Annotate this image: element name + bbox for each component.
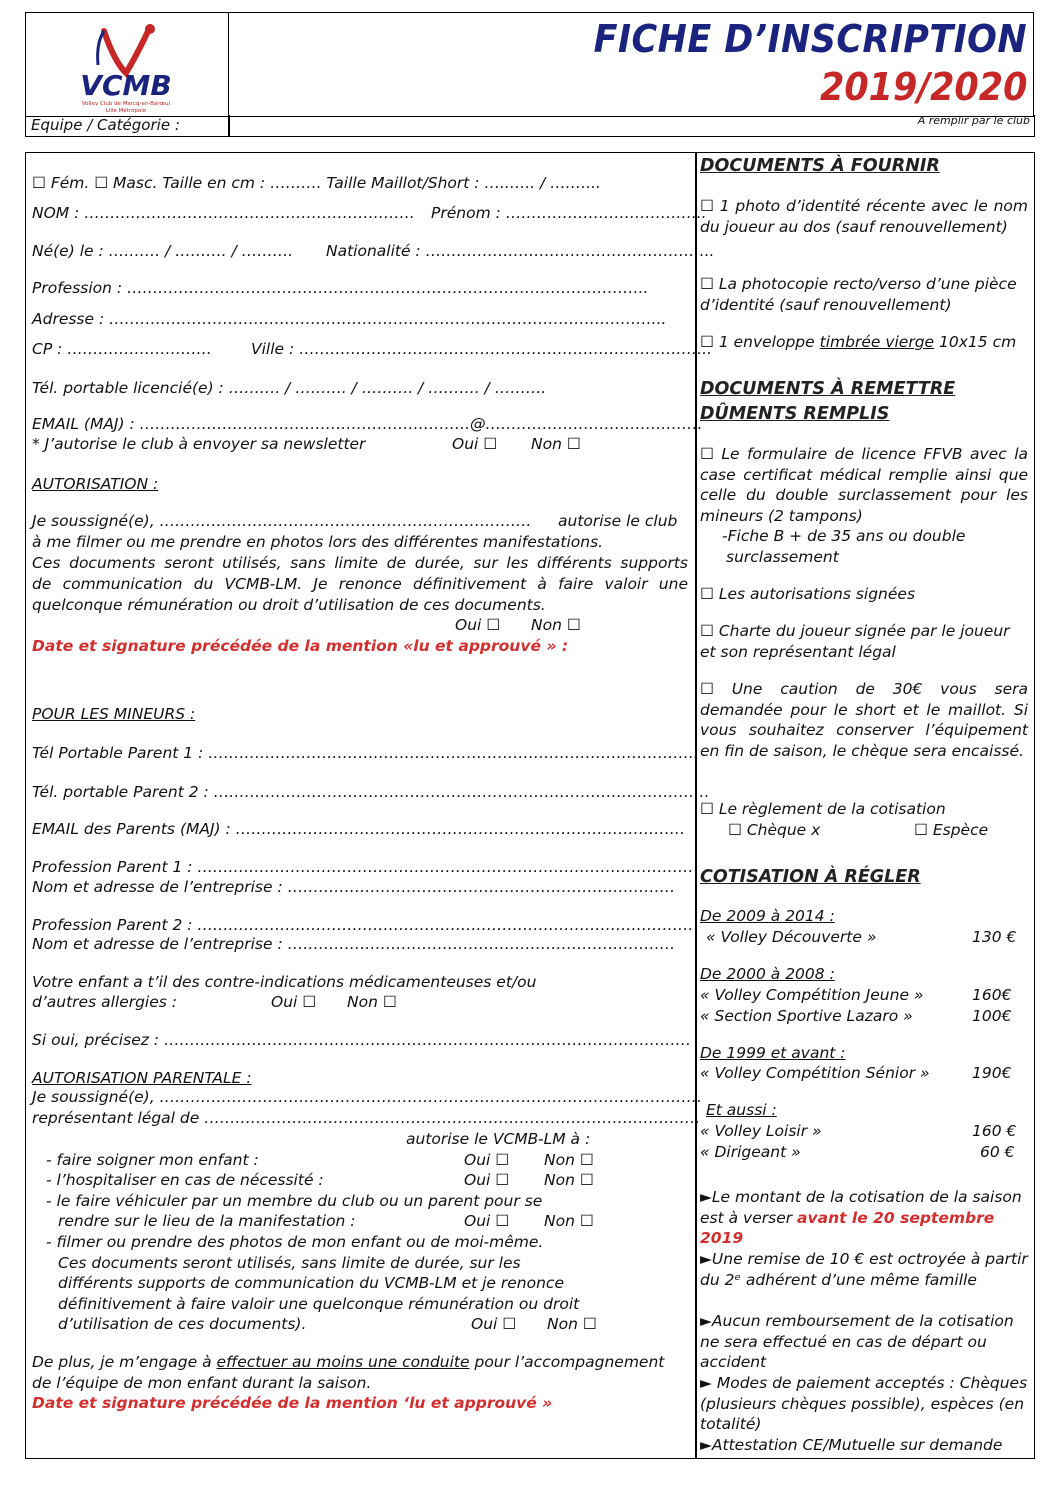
form-title: FICHE D’INSCRIPTION xyxy=(593,17,1027,61)
parent1-profession-field[interactable]: Profession Parent 1 : …………………………………………………………………………………… xyxy=(32,858,694,876)
hospital-no-checkbox[interactable]: Non ☐ xyxy=(544,1171,594,1189)
doc-photo-checkbox[interactable]: ☐ 1 photo d’identité récente avec le nom du joueur au dos (sauf renouvellement) xyxy=(700,197,1028,236)
doc-envelope-checkbox[interactable] xyxy=(700,332,1030,353)
category-separator xyxy=(228,115,230,136)
fee-group-2a-price: 160€ xyxy=(972,986,1012,1004)
fee-group-1-price: 130 € xyxy=(972,928,1017,946)
season-title: 2019/2020 xyxy=(819,65,1027,109)
fee-group-1-title: De 2009 à 2014 : xyxy=(700,907,835,925)
allergy-details-field[interactable]: Si oui, précisez : ………………………………………………………………………………………… xyxy=(32,1031,691,1049)
nom-field[interactable]: NOM : ………………………………………………………. xyxy=(32,204,415,222)
doc-payment-checkbox[interactable]: ☐ Le règlement de la cotisation xyxy=(700,800,946,818)
minors-title: POUR LES MINEURS : xyxy=(32,705,196,723)
photo-yes-checkbox[interactable]: Oui ☐ xyxy=(471,1315,517,1333)
parent2-profession-field[interactable]: Profession Parent 2 : …………………………………………………………………………………… xyxy=(32,916,694,934)
logo-box xyxy=(25,12,229,117)
cp-field[interactable]: CP : ………………………. xyxy=(32,340,212,358)
certificate-note: ►Attestation CE/Mutuelle sur demande xyxy=(700,1436,1003,1454)
profession-field[interactable]: Profession : ……………………………………………………………………………………….. xyxy=(32,279,649,297)
envelope-text-a: ☐ 1 enveloppe xyxy=(700,333,820,351)
authorizes-text: autorise le VCMB-LM à : xyxy=(406,1130,591,1148)
transport-no-checkbox[interactable]: Non ☐ xyxy=(544,1212,594,1230)
authorization-signature-note: Date et signature précédée de la mention «lu et approuvé » : xyxy=(32,637,569,655)
title-box xyxy=(227,12,1034,117)
fee-group-4a-name: « Volley Loisir » xyxy=(700,1122,822,1140)
photo-item: - filmer ou prendre des photos de mon enfant ou de moi-même. xyxy=(46,1233,544,1251)
refund-note: ►Aucun remboursement de la cotisation ne sera effectué en cas de départ ou accident xyxy=(700,1312,1014,1371)
photo-item-5: d’utilisation de ces documents). xyxy=(58,1315,307,1333)
parent-name-field[interactable]: Je soussigné(e), …………………………………………………………………………………………… xyxy=(32,1088,703,1106)
prenom-field[interactable]: Prénom : ………………………………... xyxy=(431,204,707,222)
authorization-line-4: de communication du VCMB-LM. Je renonce définitivement à faire valoir une xyxy=(32,575,688,593)
fee-group-4b-name: « Dirigeant » xyxy=(700,1143,801,1161)
doc-charter-checkbox[interactable]: ☐ Charte du joueur signée par le joueur et son représentant légal xyxy=(700,622,1010,661)
doc-ffvb-checkbox[interactable]: ☐ Le formulaire de licence FFVB avec la case certificat médical remplie ainsi que celle du double surclassement pour les mineurs (2 tampons) xyxy=(700,445,1028,525)
club-note: A remplir par le club xyxy=(917,114,1030,127)
transport-item-2: rendre sur le lieu de la manifestation : xyxy=(58,1212,356,1230)
envelope-text-b: timbrée vierge xyxy=(819,333,935,351)
deadline-text: ►Le montant de la cotisation de la saison est à verser xyxy=(700,1188,1022,1227)
payment-methods-note: ► Modes de paiement acceptés : Chèques (plusieurs chèques possible), espèces (en totalité) xyxy=(700,1374,1028,1433)
hospital-yes-checkbox[interactable]: Oui ☐ xyxy=(464,1171,510,1189)
parent2-company-field[interactable]: Nom et adresse de l’entreprise : ………………………………………………………………… xyxy=(32,935,676,953)
birthdate-field[interactable]: Né(e) le : ………. / ………. / ………. xyxy=(32,242,294,260)
nationality-field[interactable]: Nationalité : ……………………………………………….. xyxy=(326,242,715,260)
fee-group-4a-price: 160 € xyxy=(972,1122,1017,1140)
fees-title: COTISATION À RÉGLER xyxy=(700,867,921,887)
gender-size-line[interactable]: ☐ Fém. ☐ Masc. Taille en cm : ………. Taille Maillot/Short : …..….. / ….…... xyxy=(32,174,601,192)
email-field[interactable]: EMAIL (MAJ) : ……………………………………………………….@…………………………………… xyxy=(32,415,703,433)
parent1-company-field[interactable]: Nom et adresse de l’entreprise : ………………………………………………………………… xyxy=(32,878,676,896)
care-item: - faire soigner mon enfant : xyxy=(46,1151,259,1169)
fee-group-3-title: De 1999 et avant : xyxy=(700,1044,846,1062)
docs-to-return-title: DOCUMENTS À REMETTRE xyxy=(700,379,956,399)
legal-representative-field[interactable]: représentant légal de …………………………………………………………………………………… xyxy=(32,1109,701,1127)
doc-deposit-checkbox[interactable]: ☐ Une caution de 30€ vous sera demandée pour le short et le maillot. Si vous souhaitez conserver l’équipement en fin de saison, le chèque sera encaissé. xyxy=(700,680,1028,760)
commitment-text-a: De plus, je m’engage à xyxy=(32,1353,212,1371)
address-field[interactable]: Adresse : ……………………………………………………………………………………………... xyxy=(32,310,667,328)
driving-commitment xyxy=(32,1352,664,1372)
doc-ffvb-note: -Fiche B + de 35 ans ou double xyxy=(722,527,966,545)
fee-group-4-title: Et aussi : xyxy=(706,1101,777,1119)
parent2-phone-field[interactable]: Tél. portable Parent 2 : …………………………………………………………………………………… xyxy=(32,783,710,801)
fee-group-1-name: « Volley Découverte » xyxy=(706,928,877,946)
fee-group-4b-price: 60 € xyxy=(980,1143,1015,1161)
authorization-line-2: à me filmer ou me prendre en photos lors des différentes manifestations. xyxy=(32,533,604,551)
photo-item-2: Ces documents seront utilisés, sans limite de durée, sur les xyxy=(58,1254,521,1272)
fee-group-3-name: « Volley Compétition Sénior » xyxy=(700,1064,930,1082)
allergy-no-checkbox[interactable]: Non ☐ xyxy=(347,993,397,1011)
logo-text: VCMB xyxy=(80,69,172,102)
authorization-line-5: quelconque rémunération ou droit d’utilisation de ces documents. xyxy=(32,596,546,614)
logo-subtitle-2: Lille Métropole xyxy=(105,108,147,114)
payment-deadline-note xyxy=(700,1187,1028,1249)
authorization-line-1[interactable]: Je soussigné(e), ……………………………………………………………… xyxy=(32,512,532,530)
parental-authorization-title: AUTORISATION PARENTALE : xyxy=(32,1069,252,1087)
parent1-phone-field[interactable]: Tél Portable Parent 1 : ………………………………………………………………………………….. xyxy=(32,744,699,762)
allergy-question: Votre enfant a t’il des contre-indications médicamenteuses et/ou xyxy=(32,973,537,991)
doc-ffvb-note-2: surclassement xyxy=(726,548,839,566)
driving-commitment-2: de l’équipe de mon enfant durant la saison. xyxy=(32,1374,372,1392)
authorization-line-3: Ces documents seront utilisés, sans limite de durée, sur les différents supports xyxy=(32,554,688,572)
transport-yes-checkbox[interactable]: Oui ☐ xyxy=(464,1212,510,1230)
newsletter-yes-checkbox[interactable]: Oui ☐ xyxy=(452,435,498,453)
category-label: Equipe / Catégorie : xyxy=(31,116,180,134)
authorization-title: AUTORISATION : xyxy=(32,475,159,493)
form-header xyxy=(25,12,1033,136)
docs-to-return-title-2: DÛMENTS REMPLIS xyxy=(700,404,890,424)
photo-item-4: définitivement à faire valoir une quelconque rémunération ou droit xyxy=(58,1295,580,1313)
fee-group-2-title: De 2000 à 2008 : xyxy=(700,965,835,983)
commitment-text-c: pour l’accompagnement xyxy=(469,1353,665,1371)
fee-group-3-price: 190€ xyxy=(972,1064,1012,1082)
payment-cash-checkbox[interactable]: ☐ Espèce xyxy=(914,821,989,839)
docs-to-provide-title: DOCUMENTS À FOURNIR xyxy=(700,156,940,176)
fee-group-2a-name: « Volley Compétition Jeune » xyxy=(700,986,924,1004)
authorization-no-checkbox[interactable]: Non ☐ xyxy=(531,616,581,634)
city-field[interactable]: Ville : …………………………………………………………………….. xyxy=(251,340,712,358)
allergy-question-2: d’autres allergies : xyxy=(32,993,178,1011)
photo-no-checkbox[interactable]: Non ☐ xyxy=(547,1315,597,1333)
payment-cheque-checkbox[interactable]: ☐ Chèque x xyxy=(728,821,821,839)
discount-note: ►Une remise de 10 € est octroyée à partir du 2ᵉ adhérent d’une même famille xyxy=(700,1250,1028,1289)
care-yes-checkbox[interactable]: Oui ☐ xyxy=(464,1151,510,1169)
photo-item-3: différents supports de communication du VCMB-LM et je renonce xyxy=(58,1274,564,1292)
doc-id-checkbox[interactable]: ☐ La photocopie recto/verso d’une pièce d’identité (sauf renouvellement) xyxy=(700,275,1017,314)
authorization-yes-checkbox[interactable]: Oui ☐ xyxy=(455,616,501,634)
newsletter-consent-label: * J’autorise le club à envoyer sa newsletter xyxy=(32,435,366,453)
fee-group-2b-price: 100€ xyxy=(972,1007,1012,1025)
care-no-checkbox[interactable]: Non ☐ xyxy=(544,1151,594,1169)
hospital-item: - l’hospitaliser en cas de nécessité : xyxy=(46,1171,324,1189)
fee-group-2b-name: « Section Sportive Lazaro » xyxy=(700,1007,913,1025)
commitment-text-b: effectuer au moins une conduite xyxy=(216,1353,470,1371)
doc-signed-auth-checkbox[interactable]: ☐ Les autorisations signées xyxy=(700,585,916,603)
category-row xyxy=(25,115,1035,137)
transport-item: - le faire véhiculer par un membre du club ou un parent pour se xyxy=(46,1192,543,1210)
form-body xyxy=(25,152,1035,1459)
phone-field[interactable]: Tél. portable licencié(e) : ………. / ………. / ………. / ………. / ………. xyxy=(32,379,547,397)
parents-email-field[interactable]: EMAIL des Parents (MAJ) : …………………………………………………………………………… xyxy=(32,820,686,838)
allergy-yes-checkbox[interactable]: Oui ☐ xyxy=(271,993,317,1011)
parental-signature-note: Date et signature précédée de la mention ‘lu et approuvé » xyxy=(32,1394,553,1412)
newsletter-no-checkbox[interactable]: Non ☐ xyxy=(531,435,581,453)
envelope-text-c: 10x15 cm xyxy=(934,333,1017,351)
vcmb-logo xyxy=(26,13,228,116)
authorization-line-1b: autorise le club xyxy=(558,512,678,530)
deadline-date: avant le 20 septembre 2019 xyxy=(700,1208,995,1247)
logo-subtitle-1: Volley Club de Marcq-en-Barœul xyxy=(81,101,171,107)
